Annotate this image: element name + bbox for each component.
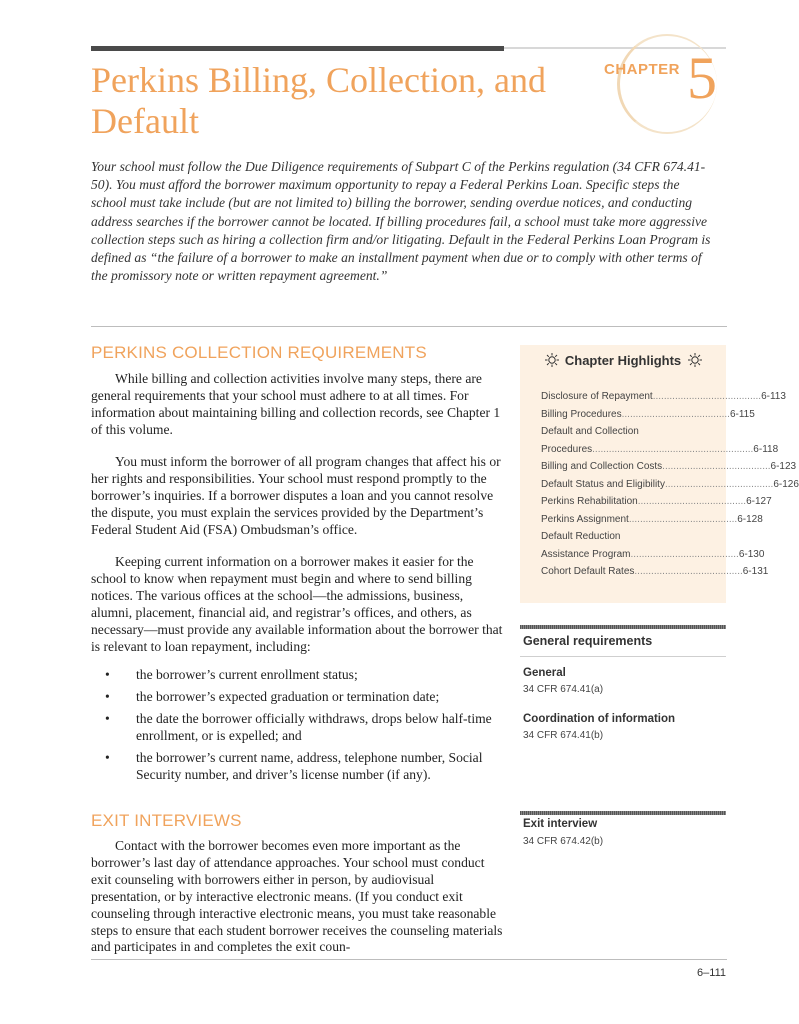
note-general-citation: 34 CFR 674.41(a) [523,684,604,695]
toc-label: Default and Collection [541,426,639,437]
note-general-title: General [523,667,566,679]
toc-label: Billing and Collection Costs [541,461,663,472]
chapter-highlights-box [520,345,799,603]
note-coordination-citation: 34 CFR 674.41(b) [523,730,604,741]
toc-page: 6-118 [753,443,779,455]
toc-label: Perkins Assignment [541,513,629,525]
list-item [541,458,797,476]
bullet-list [91,667,511,788]
bullet-icon: • [105,667,110,682]
list-item [91,711,511,745]
toc-leader: ....................................... [630,548,739,560]
toc-leader: ....................................... [652,391,762,402]
toc-page: 6-127 [746,496,772,507]
list-item [91,667,511,684]
section-heading-exit: EXIT INTERVIEWS [91,811,242,830]
toc-label: Cohort Default Rates [541,566,635,577]
list-item [541,441,779,459]
paragraph-exit: Contact with the borrower becomes even more important as the borrower’s last day of attendance approaches. Your school must conduct exit counseling with borrowers either in person, by audiovisual presentation, or by interactive electronic means. (If you conduct exit counseling through interactive electronic means, you must take reasonable steps to ensure that each student borrower receives the counseling materials and participates in and completes the exit coun- [91,838,503,955]
toc-leader: .......................................................... [592,443,754,455]
highlights-heading: Chapter Highlights [564,353,682,368]
toc-leader: ....................................... [634,566,743,577]
list-item [541,493,772,511]
list-item-text: the borrower’s expected graduation or termination date; [136,688,440,704]
toc-leader: ....................................... [664,478,774,490]
note-coordination-title: Coordination of information [523,713,676,725]
paragraph-collection-3: Keeping current information on a borrower makes it easier for the school to know when repayment must begin and where to send billing notices. The various offices at the school—the admissions, business, alumni, placement, financial aid, and registrar’s offices, and others, as necessary—must provide any available information about the borrower that is relevant to loan repayment, including: [91,554,503,654]
toc-page: 6-123 [770,461,797,472]
toc-label: Billing Procedures [541,408,622,420]
paragraph-collection-2: You must inform the borrower of all program changes that affect his or her rights and responsibilities. Your school must respond promptly to the borrower’s inquiries. If a borrower disputes a loan and you cannot resolve the dispute, you must explain the services provided by the Department’s Federal Student Aid (FSA) Ombudsman’s office. [91,454,501,537]
highlights-list [541,388,799,581]
toc-label: Default Reduction [541,531,621,542]
note-exit-citation: 34 CFR 674.42(b) [523,836,604,847]
page-title: Perkins Billing, Collection, and Default [91,60,546,141]
toc-page: 6-131 [742,566,769,577]
bullet-icon: • [105,710,110,726]
list-item [91,750,511,784]
toc-page: 6-130 [738,548,765,560]
chapter-label: CHAPTER [604,61,681,78]
list-item [541,406,755,424]
toc-page: 6-113 [761,391,786,402]
sidebar-rule [520,625,726,629]
toc-label: Perkins Rehabilitation [541,496,638,507]
section-divider [91,326,727,327]
list-item [541,423,713,441]
chapter-number: 5 [687,45,717,111]
intro-paragraph: Your school must follow the Due Diligence requirements of Subpart C of the Perkins regulation (34 CFR 674.41-50). You must afford the borrower maximum opportunity to repay a Federal Perkins Loan. Specific steps the school must take include (but are not limited to) billing the borrower, sending overdue notices, and conducting address searches if the borrower cannot be located. If billing procedures fail, a school must take more aggressive collection steps such as hiring a collection firm and/or litigating. Default in the Federal Perkins Loan Program is defined as “the failure of a borrower to make an installment payment when due or to comply with other terms of the promissory note or written repayment agreement.” [91,159,711,284]
toc-label: Procedures [541,443,593,455]
sidebar-rule [520,811,726,815]
toc-page: 6-115 [729,408,755,420]
list-item [541,563,769,581]
toc-page: 6-128 [737,513,763,525]
toc-leader: ....................................... [662,461,771,472]
footer-rule [91,959,727,960]
toc-label: Assistance Program [541,548,631,560]
toc-label: Disclosure of Repayment [541,391,653,402]
top-rule [91,46,504,51]
toc-label: Default Status and Eligibility [541,478,665,490]
list-item-text: the date the borrower officially withdraws, drops below half-time enrollment, or is expelled; and [136,710,492,743]
page-number: 6–111 [697,967,726,979]
section-heading-collection: PERKINS COLLECTION REQUIREMENTS [91,343,427,362]
list-item [541,476,799,494]
toc-page: 6-126 [773,478,799,490]
note-exit-title: Exit interview [523,818,598,830]
list-item-text: the borrower’s current enrollment status; [136,667,358,682]
sidebar-heading-general-requirements: General requirements [523,634,653,648]
bullet-icon: • [105,688,110,704]
list-item [541,511,763,529]
list-item [541,546,765,564]
toc-leader: ....................................... [628,513,738,525]
toc-leader: ....................................... [621,408,730,420]
sun-icon [688,353,702,367]
sidebar-divider [520,656,726,657]
list-item [541,528,713,546]
bullet-icon: • [105,749,110,765]
list-item [541,388,786,406]
list-item-text: the borrower’s current name, address, telephone number, Social Security number, and driver’s license number (if any). [136,749,483,782]
toc-leader: ....................................... [637,496,747,507]
list-item [91,689,511,706]
paragraph-collection-1: While billing and collection activities involve many steps, there are general requirements that your school must adhere to at all times. For information about maintaining billing and collection records, see Chapter 1 of this volume. [91,371,501,437]
